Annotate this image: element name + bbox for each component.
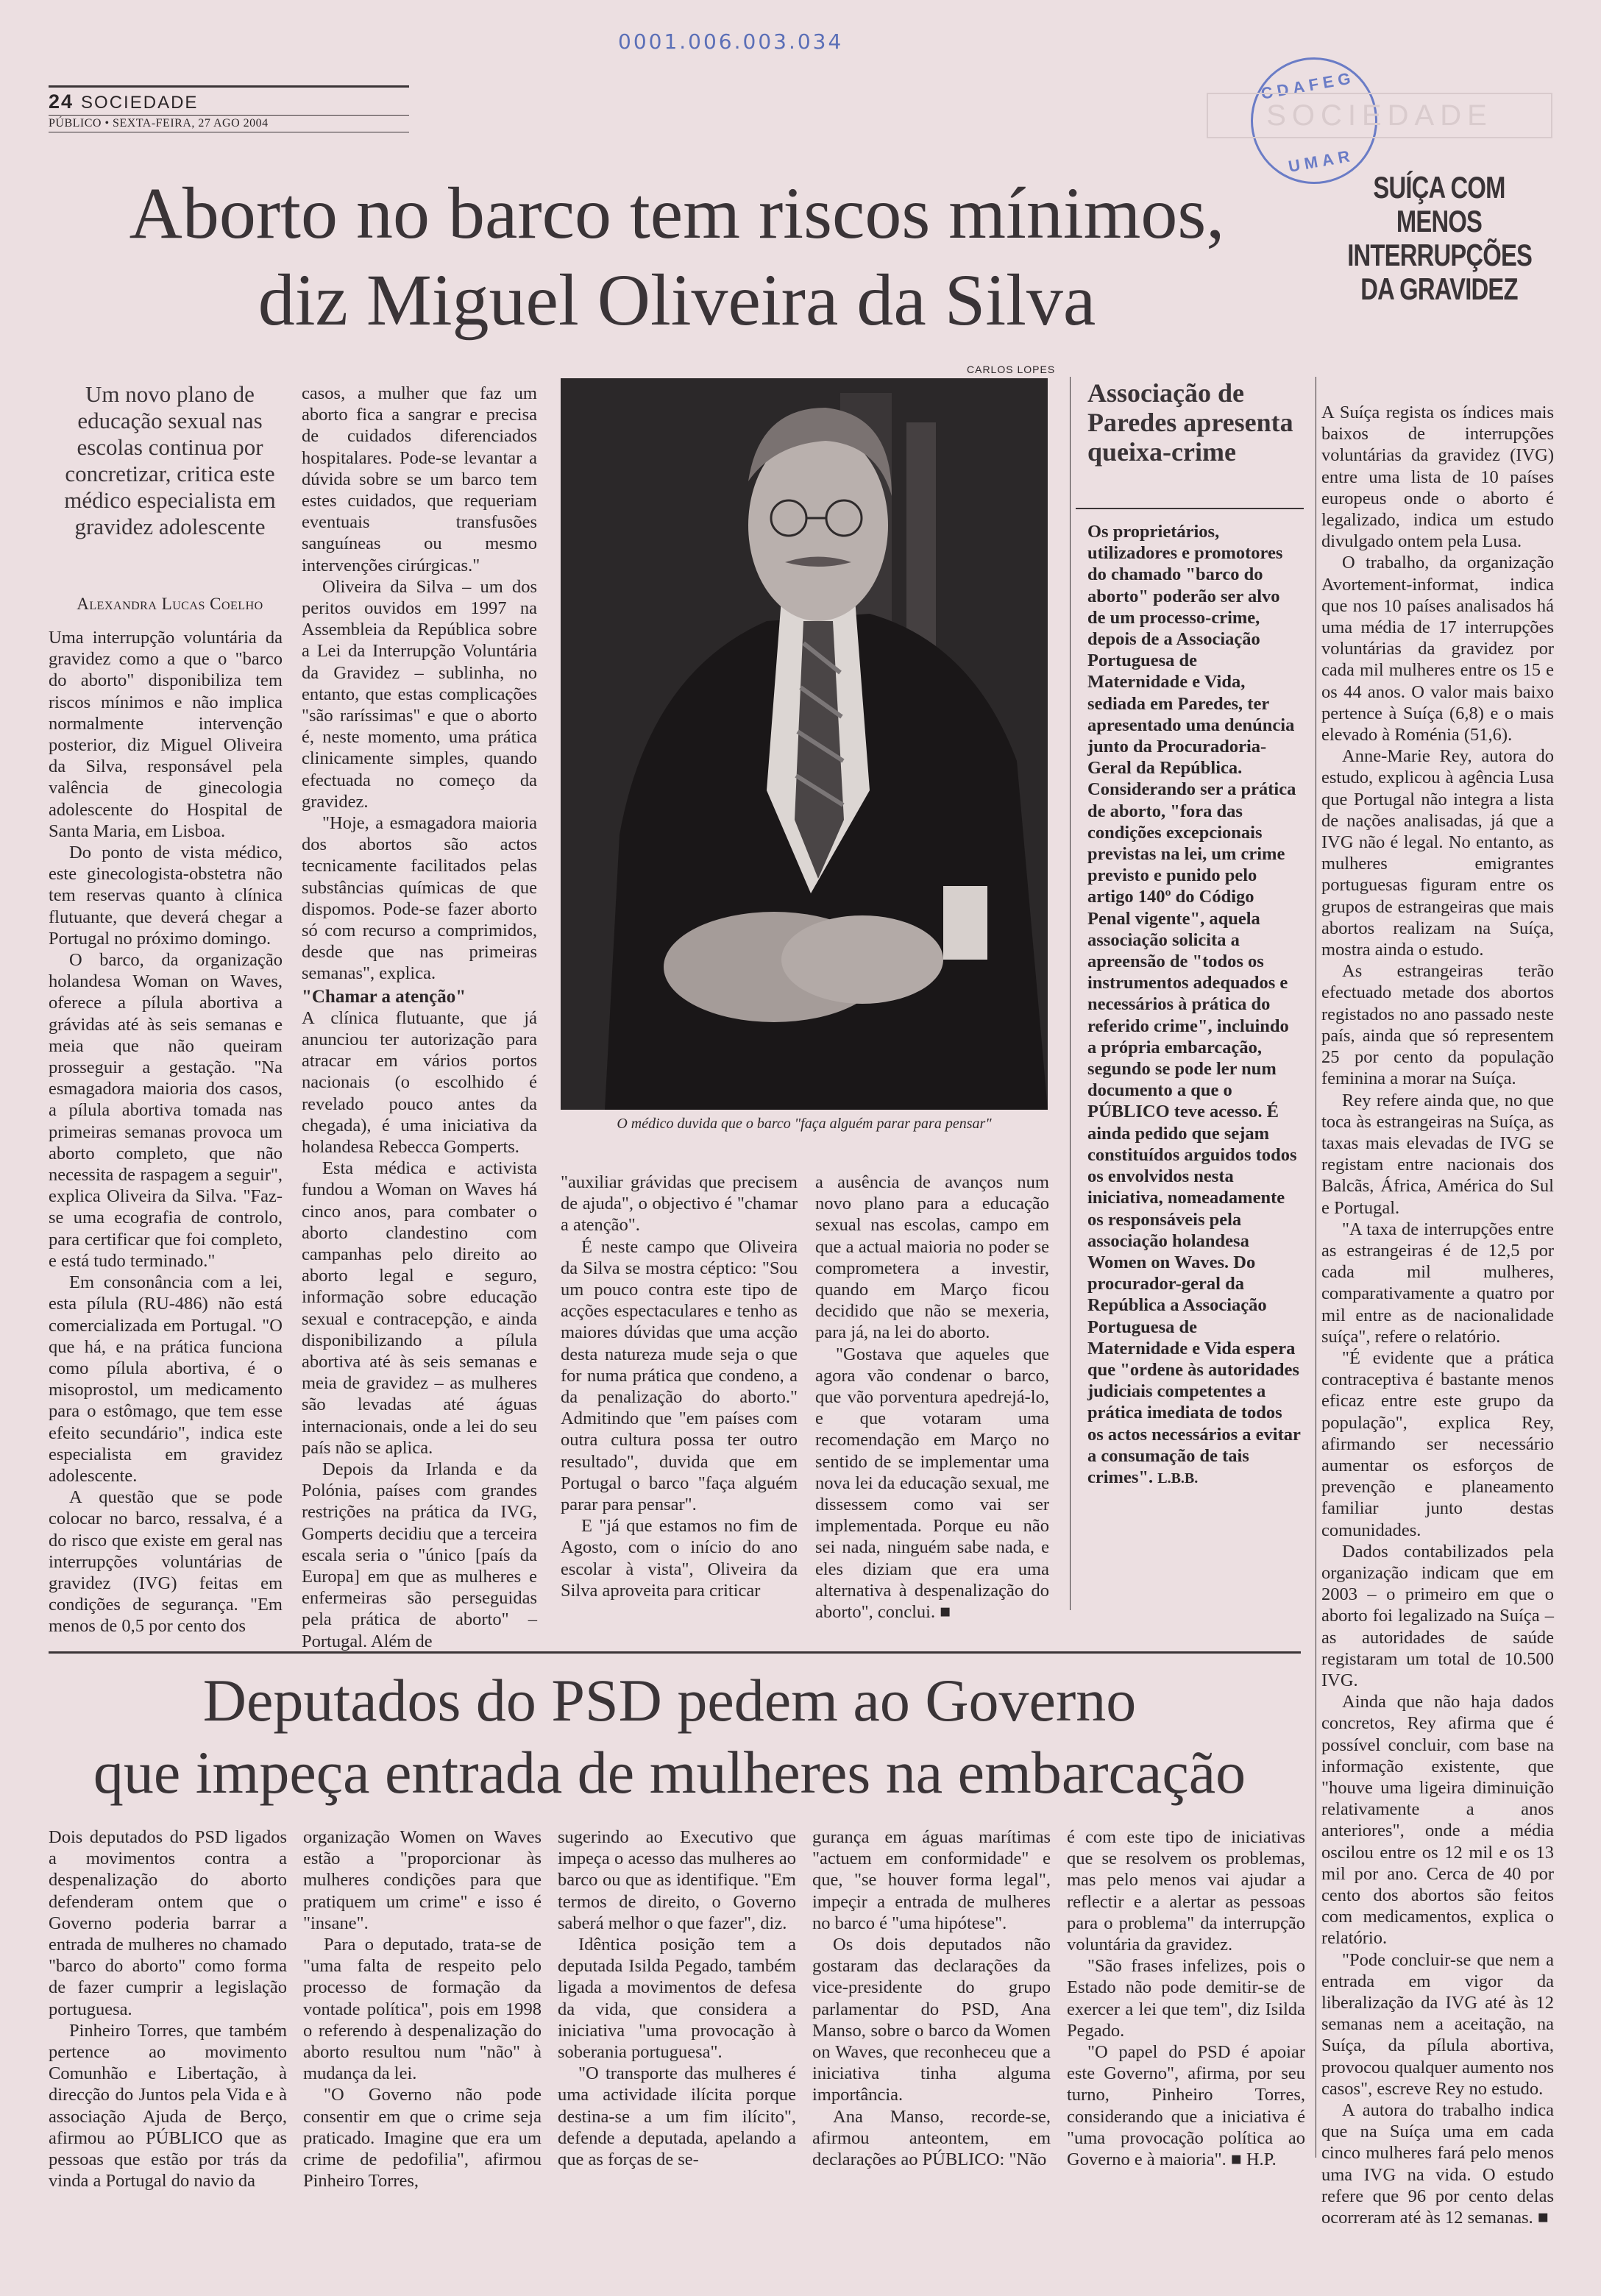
box-headline: Associação de Paredes apresenta queixa-crime <box>1087 378 1293 467</box>
paragraph: A clínica flutuante, que já anunciou ter autorização para atracar em vários portos nacionais (o escolhido é revelado pouco antes da chegada), é uma iniciativa da holandesa Rebecca Gomperts. <box>302 1007 537 1157</box>
paragraph: Do ponto de vista médico, este ginecologista-obstetra não tem reservas quanto à clínica flutuante, que deverá chegar a Portugal no próximo domingo. <box>49 843 283 949</box>
article2-column-2 <box>303 1826 542 2192</box>
paragraph: "São frases infelizes, pois o Estado não pode demitir-se de exercer a lei que tem", diz Isilda Pegado. <box>1067 1956 1305 2041</box>
headline-line-2: diz Miguel Oliveira da Silva <box>258 259 1096 341</box>
archive-code: 0001.006.003.034 <box>618 29 844 54</box>
paragraph: "O papel do PSD é apoiar este Governo", afirma, por seu turno, Pinheiro Torres, considerando que a iniciativa é "uma provocação política ao Governo e à maioria". ■ H.P. <box>1067 2042 1305 2170</box>
paragraph: Pinheiro Torres, que também pertence ao movimento Comunhão e Libertação, à direcção do Juntos pela Vida e à associação Ajuda de Berço, afirmou ao PÚBLICO que as pessoas que estão por trás da vinda a Portugal do navio da <box>49 2020 287 2192</box>
article2-top-rule <box>49 1651 1301 1654</box>
paragraph: é com este tipo de iniciativas que se resolvem os problemas, mas pelo menos vai ajudar a reflectir e a alertar as pessoas para o problema" da interrupção voluntária da gravidez. <box>1067 1827 1305 1955</box>
portrait-illustration <box>561 378 1048 1110</box>
paragraph: As estrangeiras terão efectuado metade dos abortos registados no ano passado neste país, ainda que só representem 25 por cento da população feminina a morar na Suíça. <box>1321 961 1554 1089</box>
paragraph: "O Governo não pode consentir em que o crime seja praticado. Imagine que era um crime de pedofilia", afirmou Pinheiro Torres, <box>303 2085 542 2192</box>
article2-column-3 <box>558 1826 796 2170</box>
paragraph: "auxiliar grávidas que precisem de ajuda", o objectivo é "chamar a atenção". <box>561 1172 798 1236</box>
paragraph: Em consonância com a lei, esta pílula (RU-486) não está comercializada em Portugal. "O que há, e na prática funciona como pílula abortiva, é o misoprostol, um medicamento para o estômago, que tem esse efeito secundário", indica este especialista em gravidez adolescente. <box>49 1272 283 1486</box>
paragraph: O trabalho, da organização Avortement-informat, indica que nos 10 países analisados há uma média de 17 interrupções voluntárias da gravidez por cada mil mulheres entre os 15 e os 44 anos. O valor mais baixo pertence à Suíça (6,8) e o mais elevado à Roménia (51,6). <box>1321 553 1554 745</box>
box-body: Os proprietários, utilizadores e promotores do chamado "barco do aborto" poderão ser alvo de um processo-crime, depois de a Associação Portuguesa de Maternidade e Vida, sediada em Paredes, ter apresentado uma denúncia junto da Procuradoria-Geral da República. Considerando ser a prática de aborto, "fora das condições excepcionais previstas na lei, um crime previsto e punido pelo artigo 140º do Código Penal vigente", aquela associação solicita a apreensão de "todos os instrumentos adequados e necessários à prática do referido crime", incluindo a própria embarcação, segundo se pode ler num documento a que o PÚBLICO teve acesso. É ainda pedido que sejam constituídos arguidos todos os envolvidos nesta iniciativa, nomeadamente os responsáveis pela associação holandesa Women on Waves. Do procurador-geral da República a Associação Portuguesa de Maternidade e Vida espera que "ordene às autoridades judiciais competentes a prática imediata de todos os actos necessários a evitar a consumação de tais crimes". <box>1087 522 1301 1487</box>
article2-column-4 <box>812 1826 1051 2170</box>
paragraph: a ausência de avanços num novo plano para a educação sexual nas escolas, campo em que a actual maioria no poder se comprometera a investir, quando em Março ficou decidido que não se mexeria, para já, na lei do aborto. <box>815 1172 1049 1343</box>
stamp-top-text: CDAFEG <box>1259 68 1357 103</box>
paragraph: "Pode concluir-se que nem a entrada em vigor da liberalização da IVG até às 12 semanas nem a aceitação, na Suíça, da pílula abortiva, provocou qualquer aumento nos casos", escreve Rey no estudo. <box>1321 1949 1554 2099</box>
paragraph: "O transporte das mulheres é uma actividade ilícita porque destina-se a um fim ilícito", defende a deputada, apelando a que as forças de se- <box>558 2063 796 2170</box>
article2-column-5 <box>1067 1826 1305 2170</box>
paragraph: Anne-Marie Rey, autora do estudo, explicou à agência Lusa que Portugal não integra a lista de nações analisadas, já que a IVG não é legal. No entanto, as mulheres emigrantes portuguesas figuram entre os grupos de estrangeiras que mais abortos realizam na Suíça, mostra ainda o estudo. <box>1321 746 1554 960</box>
paragraph: "É evidente que a prática contraceptiva é bastante menos eficaz entre este grupo da população", explica Rey, afirmando ser necessário aumentar os esforços de prevenção e planeamento familiar junto destas comunidades. <box>1321 1347 1554 1540</box>
paragraph: "Gostava que aqueles que agora vão condenar o barco, que vão porventura apedrejá-lo, e que votaram uma recomendação em Março no sentido de se implementar uma nova lei da educação sexual, me dissessem como vai ser implementada. Porque eu não sei nada, ninguém sabe nada, e eles diziam que era uma alternativa à despenalização do aborto", conclui. ■ <box>815 1344 1049 1623</box>
sidebar-text <box>1321 402 1554 2228</box>
paragraph: É neste campo que Oliveira da Silva se mostra céptico: "Sou um pouco contra este tipo de acções espectaculares e tenho as maiores dúvidas que uma acção desta natureza mude seja o que for numa prática que condeno, a da penalização do aborto." Admitindo que "em países com outra cultura possa ter outro resultado", duvida que em Portugal o barco "faça alguém parar para pensar". <box>561 1236 798 1515</box>
paragraph: O barco, da organização holandesa Woman on Waves, oferece a pílula abortiva a grávidas até às seis semanas e meia que não queiram prosseguir a gestação. "Na esmagadora maioria dos casos, a pílula abortiva tomada nas primeiras semanas provoca um aborto completo, que não necessita de raspagem a seguir", explica Oliveira da Silva. "Faz-se uma ecografia de controlo, para certificar que foi completo, e está tudo terminado." <box>49 950 283 1271</box>
column-divider <box>1070 377 1071 1610</box>
stamp-bottom-text: UMAR <box>1287 146 1356 176</box>
paragraph: gurança em águas marítimas "actuem em conformidade" e que, "se houver forma legal", impeçir a entrada de mulheres no barco é "uma hipótese". <box>812 1827 1051 1933</box>
photo-caption: O médico duvida que o barco "faça alguém parar para pensar" <box>617 1116 992 1132</box>
paragraph: Dois deputados do PSD ligados a movimentos contra a despenalização do aborto defenderam ontem que o Governo poderia barrar a entrada de mulheres no chamado "barco do aborto" como forma de fazer cumprir a legislação portuguesa. <box>49 1827 287 2019</box>
box-text <box>1087 521 1301 1489</box>
box-rule <box>1076 508 1304 509</box>
paragraph: Oliveira da Silva – um dos peritos ouvidos em 1997 na Assembleia da República sobre a Lei da Interrupção Voluntária da Gravidez – sublinha, no entanto, que estas complicações "são raríssimas" e que o aborto é, neste momento, uma prática clinicamente simples, quando efectuada no começo da gravidez. <box>302 576 537 812</box>
paragraph: Idêntica posição tem a deputada Isilda Pegado, também ligada a movimentos de defesa da vida, que considera a iniciativa "uma provocação à soberania portuguesa". <box>558 1935 796 2063</box>
paragraph: Depois da Irlanda e da Polónia, países com grandes restrições na prática da IVG, Gomperts decidiu que a terceira escala seria o "único [país da Europa] em que as mulheres e enfermeiras são perseguidas pela prática de aborto" – Portugal. Além de <box>302 1459 537 1651</box>
article1-lead: Um novo plano de educação sexual nas escolas continua por concretizar, critica este médico especialista em gravidez adolescente <box>64 381 276 539</box>
page-number: 24 <box>49 91 74 113</box>
byline: Alexandra Lucas Coelho <box>77 595 263 613</box>
paragraph: casos, a mulher que faz um aborto fica a sangrar e precisa de cuidados diferenciados hospitalares. Pode-se levantar a dúvida sobre se um barco tem estes cuidados, que requeriam eventuais transfusões sanguíneas ou mesmo intervenções cirúrgicas." <box>302 383 537 575</box>
headline-line-1: Deputados do PSD pedem ao Governo <box>202 1667 1137 1734</box>
section-name: SOCIEDADE <box>81 93 199 113</box>
photo-credit: CARLOS LOPES <box>967 364 1056 375</box>
paragraph: Ana Manso, recorde-se, afirmou anteontem, em declarações ao PÚBLICO: "Não <box>812 2106 1051 2170</box>
paragraph: Uma interrupção voluntária da gravidez como a que o "barco do aborto" disponibiliza tem riscos mínimos e não implica normalmente intervenção posterior, diz Miguel Oliveira da Silva, responsável pela valência de ginecologia adolescente do Hospital de Santa Maria, em Lisboa. <box>49 628 283 841</box>
headline-line-1: Aborto no barco tem riscos mínimos, <box>129 172 1225 254</box>
paragraph: Dados contabilizados pela organização indicam que em 2003 – o primeiro em que o aborto foi legalizado na Suíça – as autoridades de saúde registaram um total de 10.500 IVG. <box>1321 1541 1554 1690</box>
paragraph: organização Women on Waves estão a "proporcionar às mulheres condições para que pratiquem um crime" e isso é "insane". <box>303 1827 542 1933</box>
article1-column-2 <box>302 383 537 1652</box>
paragraph: Rey refere ainda que, no que toca às estrangeiras na Suíça, as taxas mais elevadas de IVG se registam entre nacionais dos Balcãs, África, América do Sul e Portugal. <box>1321 1090 1554 1218</box>
sidebar-headline: SUÍÇA COM MENOS INTERRUPÇÕES DA GRAVIDEZ <box>1347 170 1533 306</box>
article1-column-3 <box>561 1172 798 1601</box>
headline-line-2: que impeça entrada de mulheres na embarcação <box>93 1739 1246 1806</box>
paragraph: E "já que estamos no fim de Agosto, com o início do ano escolar à vista", Oliveira da Silva aproveita para criticar <box>561 1516 798 1601</box>
paragraph: Ainda que não haja dados concretos, Rey afirma que é possível concluir, com base na informação existente, que "houve uma ligeira diminuição relativamente a anos anteriores", onde a média oscilou entre os 12 mil e os 13 mil por ano. Cerca de 40 por cento dos abortos são feitos com medicamentos, explica o relatório. <box>1321 1692 1554 1949</box>
paragraph: Esta médica e activista fundou a Woman on Waves há cinco anos, para combater o aborto clandestino com campanhas pelo direito ao aborto legal e seguro, informação sobre educação sexual e contracepção, e ainda disponibilizando a pílula abortiva até às seis semanas e meia de gravidez – as mulheres são levadas até águas internacionais, onde a lei do seu país não se aplica. <box>302 1158 537 1458</box>
paragraph: sugerindo ao Executivo que impeça o acesso das mulheres ao barco ou que as identifique. "Em termos de direito, o Governo saberá melhor o que fazer", diz. <box>558 1827 796 1933</box>
paragraph: "Hoje, a esmagadora maioria dos abortos são actos tecnicamente facilitados pelas substâncias químicas de que dispomos. Pode-se fazer aborto só com recurso a comprimidos, desde que nas primeiras semanas", explica. <box>302 813 537 984</box>
portrait-photo <box>561 378 1048 1110</box>
paragraph: Para o deputado, trata-se de "uma falta de respeito pelo processo de formação da vontade política", pois em 1998 o referendo à despenalização do aborto resultou num "não" à mudança da lei. <box>303 1935 542 2084</box>
box-signature: L.B.B. <box>1157 1470 1199 1487</box>
article1-column-1 <box>49 627 283 1637</box>
paragraph: A questão que se pode colocar no barco, ressalva, é a do risco que existe em geral nas interrupções voluntárias de gravidez (IVG) feitas em condições de segurança. "Em menos de 0,5 por cento dos <box>49 1487 283 1637</box>
paragraph: "A taxa de interrupções entre as estrangeiras é de 12,5 por cada mil mulheres, comparativamente a quatro por mil entre as de nacionalidade suíça", refere o relatório. <box>1321 1219 1554 1347</box>
paragraph: A Suíça regista os índices mais baixos de interrupções voluntárias da gravidez (IVG) entre uma lista de 10 países europeus onde o aborto é legalizado, indica um estudo divulgado ontem pela Lusa. <box>1321 403 1554 552</box>
subheading: "Chamar a atenção" <box>302 986 466 1007</box>
page-header <box>49 85 409 132</box>
article2-headline <box>29 1665 1310 1809</box>
paragraph: Os dois deputados não gostaram das declarações da vice-presidente do grupo parlamentar do PSD, Ana Manso, sobre o barco da Women on Waves, que reconheceu que a iniciativa tinha alguma importância. <box>812 1935 1051 2105</box>
dateline: PÚBLICO • SEXTA-FEIRA, 27 AGO 2004 <box>49 117 269 130</box>
article1-headline <box>29 169 1324 344</box>
paragraph: A autora do trabalho indica que na Suíça uma em cada cinco mulheres fará pelo menos uma IVG na vida. O estudo refere que 96 por cento delas ocorreram até às 12 semanas. ■ <box>1321 2100 1554 2228</box>
bleed-through-header: SOCIEDADE <box>1207 93 1552 138</box>
article1-column-4 <box>815 1172 1049 1623</box>
article2-column-1 <box>49 1826 287 2192</box>
